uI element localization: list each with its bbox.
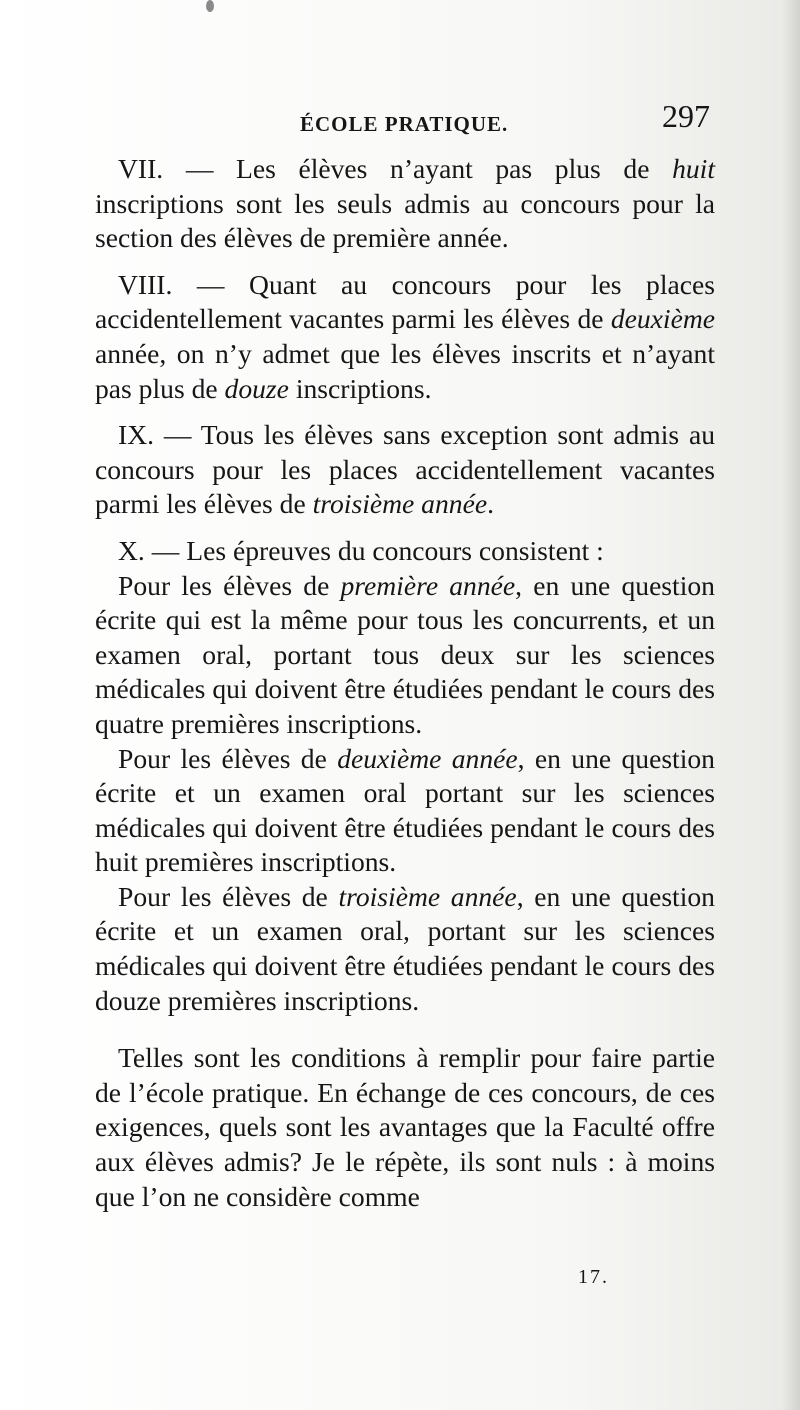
text-run: . [487, 488, 494, 520]
text-run: inscriptions sont les seuls admis au concours pour la section des élèves de première année. [95, 187, 715, 254]
text-run: IX. — Tous les élèves sans exception sont admis au concours pour les places accidentellement vacantes parmi les élèves de [95, 419, 715, 520]
paragraph-conditions [95, 1041, 715, 1214]
text-run: VIII. — Quant au concours pour les places accidentellement vacantes parmi les élèves de [95, 268, 715, 335]
italic-text: huit [672, 153, 715, 184]
text-run: X. — Les épreuves du concours consistent : [118, 534, 604, 566]
text-run: , en une question écrite et un examen oral, portant sur les sciences médicales qui doivent être étudiées pendant le cours des douze premières inscriptions. [95, 880, 715, 1016]
text-run: VII. — Les élèves n’ayant pas plus de [118, 153, 673, 184]
italic-text: première année [340, 569, 516, 601]
text-run: année, on n’y admet que les élèves inscrits et n’ayant pas plus de [95, 337, 715, 404]
text-run: Telles sont les conditions à remplir pour faire partie de l’école pratique. En échange de ces concours, de ces exigences, quels sont les avantages que la Faculté offre aux élèves admis? Je le répète, ils sont nuls : à moins que l’on ne considère comme [95, 1042, 715, 1212]
paragraph-second-year [95, 742, 715, 880]
text-run: , en une question écrite et un examen oral portant sur les sciences médicales qui doivent être étudiées pendant le cours des huit premières inscriptions. [95, 742, 715, 878]
page-header [95, 98, 710, 142]
text-run: inscriptions. [288, 372, 432, 404]
paragraph-ix [95, 418, 715, 522]
paragraph-vii [95, 152, 715, 256]
page-number: 297 [662, 98, 710, 134]
text-run: , en une question écrite qui est la même pour tous les concurrents, et un examen oral, portant tous deux sur les sciences médicales qui doivent être étudiées pendant le cours des quatre premières inscriptions. [95, 569, 715, 739]
paragraph-viii [95, 268, 715, 406]
italic-text: douze [224, 372, 289, 404]
italic-text: troisième année [312, 488, 488, 520]
italic-text: troisième année [338, 880, 517, 912]
ink-speck [206, 0, 214, 12]
italic-text: deuxième [610, 303, 715, 335]
page-edge-shadow [782, 0, 800, 1410]
italic-text: deuxième année [337, 742, 518, 774]
text-run: Pour les élèves de [118, 880, 339, 912]
body-text [95, 152, 715, 1214]
paragraph-x [95, 534, 715, 569]
text-run: Pour les élèves de [118, 569, 341, 601]
signature-mark: 17. [578, 1266, 609, 1288]
paragraph-third-year [95, 880, 715, 1018]
text-run: Pour les élèves de [118, 742, 338, 774]
running-head: ÉCOLE PRATIQUE. [300, 112, 509, 136]
paragraph-first-year [95, 569, 715, 742]
